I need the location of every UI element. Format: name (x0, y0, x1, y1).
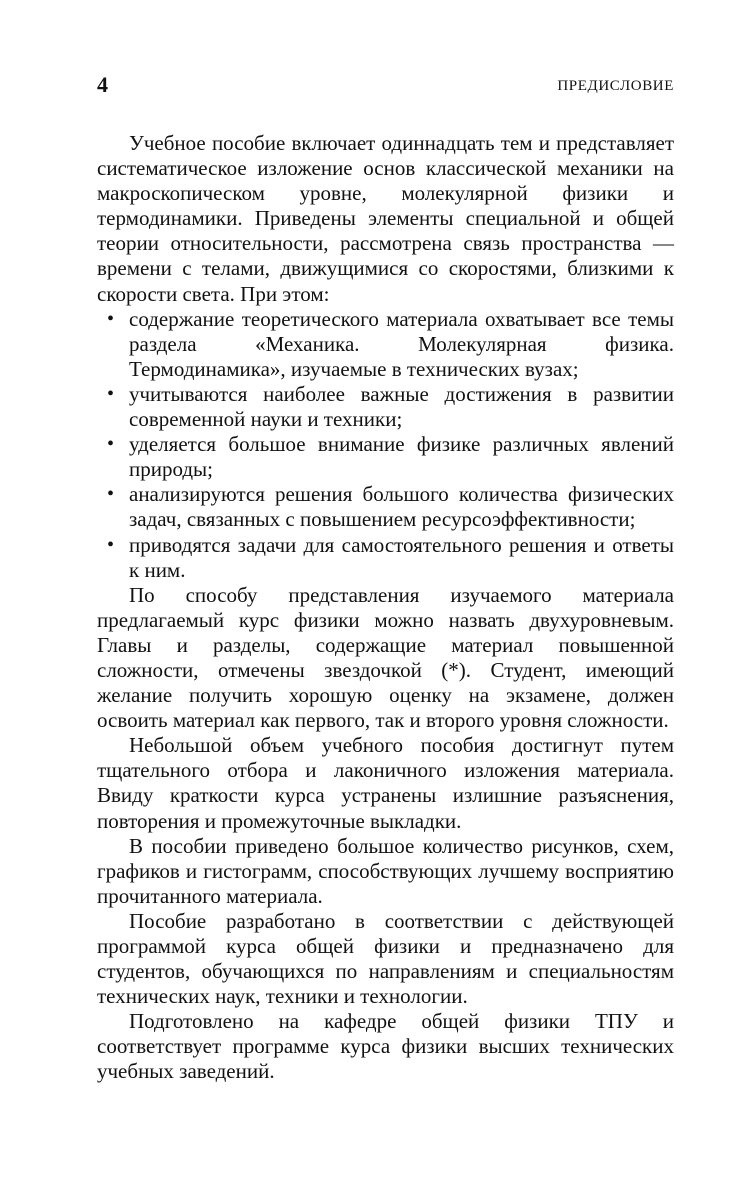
list-item (97, 307, 674, 382)
list-item-text: анализируются решения большого количества физических задач, связанных с повышением ресурсоэффективности; (129, 482, 674, 532)
paragraph-illustrations: В пособии приведено большое количество рисунков, схем, графиков и гистограмм, способствующих лучшему восприятию прочитанного материала. (97, 833, 674, 908)
bullet-icon: • (107, 533, 115, 556)
paragraph-program: Пособие разработано в соответствии с действующей программой курса общей физики и предназначено для студентов, обучающихся по направлениям и специальностям технических наук, техники и технологии. (97, 908, 674, 1009)
paragraph-department: Подготовлено на кафедре общей физики ТПУ и соответствует программе курса физики высших технических учебных заведений. (97, 1009, 674, 1084)
bullet-list (97, 307, 674, 583)
list-item-text: приводятся задачи для самостоятельного решения и ответы к ним. (129, 532, 674, 582)
list-item (97, 533, 674, 583)
bullet-icon: • (107, 307, 115, 330)
bullet-icon: • (107, 382, 115, 405)
body-text (97, 131, 674, 1085)
list-item (97, 382, 674, 432)
bullet-icon: • (107, 483, 115, 506)
list-item (97, 432, 674, 482)
list-item-text: уделяется большое внимание физике различных явлений природы; (129, 432, 674, 482)
paragraph-two-level-course: По способу представления изучаемого материала предлагаемый курс физики можно назвать двухуровневым. Главы и разделы, содержащие материал повышенной сложности, отмечены звездочкой (*). Студент, имеющий желание получить хорошую оценку на экзамене, должен освоить материал как первого, так и второго уровня сложности. (97, 582, 674, 733)
list-item (97, 482, 674, 532)
intro-paragraph: Учебное пособие включает одиннадцать тем и представляет систематическое изложение основ классической механики на макроскопическом уровне, молекулярной физики и термодинамики. Приведены элементы специальной и общей теории относительности, рассмотрена связь пространства — времени с телами, движущимися со скоростями, близкими к скорости света. При этом: (97, 131, 674, 306)
paragraph-volume: Небольшой объем учебного пособия достигнут путем тщательного отбора и лаконичного изложения материала. Ввиду краткости курса устранены излишние разъяснения, повторения и промежуточные выкладки. (97, 733, 674, 833)
page-number: 4 (97, 72, 108, 97)
list-item-text: содержание теоретического материала охватывает все темы раздела «Механика. Молекулярная физика. Термодинамика», изучаемые в технических вузах; (129, 306, 674, 381)
list-item-text: учитываются наиболее важные достижения в развитии современной науки и техники; (129, 381, 674, 432)
running-head (97, 70, 674, 100)
bullet-icon: • (107, 433, 115, 456)
section-title: ПРЕДИСЛОВИЕ (557, 78, 674, 94)
